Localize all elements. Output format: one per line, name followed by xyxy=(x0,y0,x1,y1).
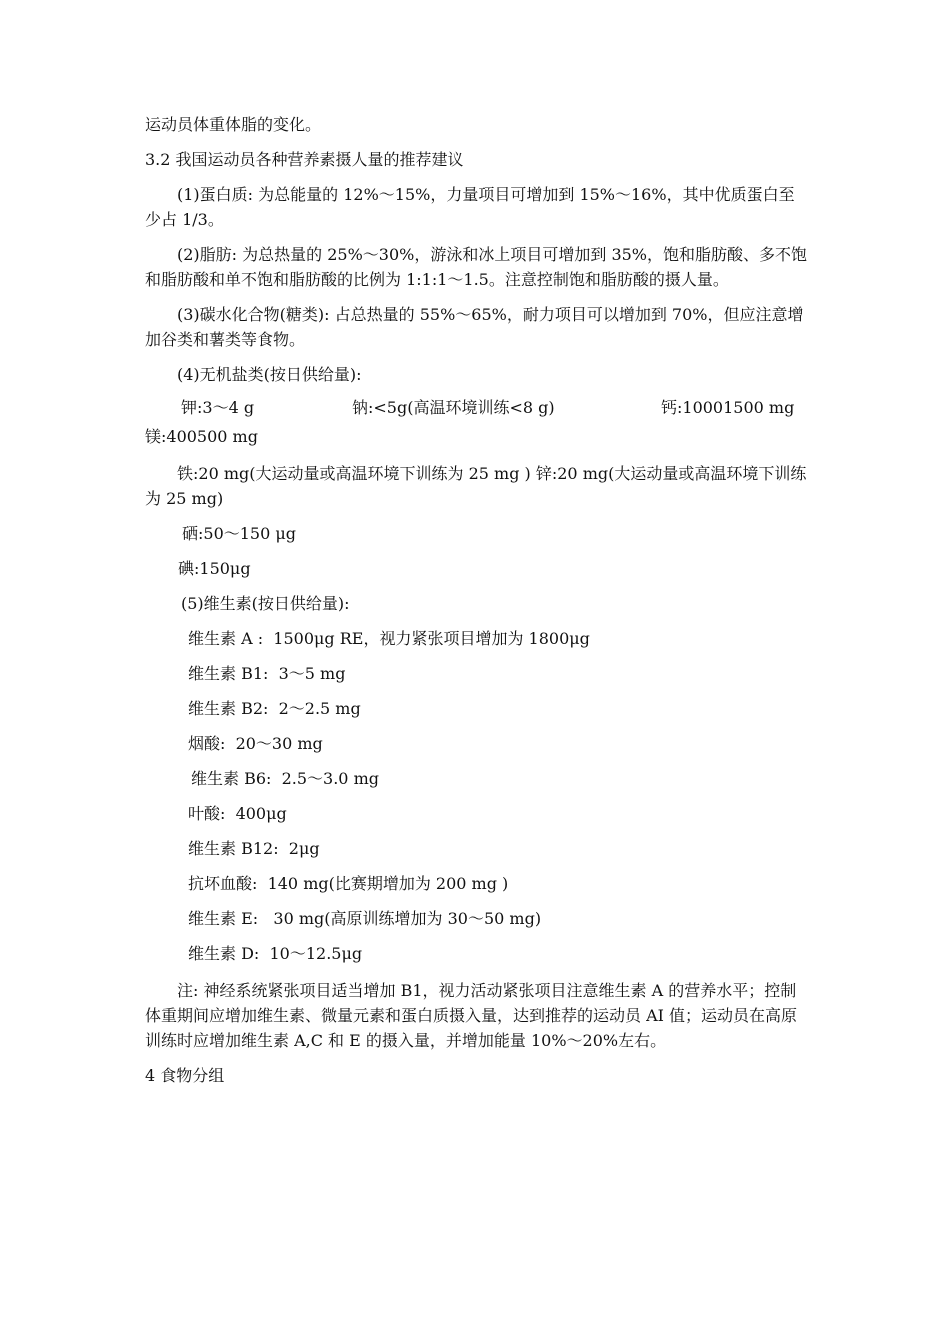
vitamins-title: (5)维生素(按日供给量): xyxy=(181,594,350,613)
niacin-item: 烟酸: 20～30 mg xyxy=(188,734,323,753)
vitamin-b6-item: 维生素 B6: 2.5～3.0 mg xyxy=(191,769,379,788)
paragraph-continuation: 运动员体重体脂的变化。 xyxy=(145,115,322,134)
selenium-item: 硒:50～150 μg xyxy=(182,524,297,543)
iodine-item: 碘:150μg xyxy=(178,559,251,578)
vitamin-a-item: 维生素 A : 1500μg RE，视力紧张项目增加为 1800μg xyxy=(188,629,590,648)
paragraph-carbohydrate: (3)碳水化合物(糖类): 占总热量的 55%～65%，耐力项目可以增加到 70%，但应注意增加谷类和薯类等食物。 xyxy=(145,305,804,349)
paragraph-note: 注: 神经系统紧张项目适当增加 B1，视力活动紧张项目注意维生素 A 的营养水平；控制体重期间应增加维生素、微量元素和蛋白质摄入量，达到推荐的运动员 AI 值；运动员在高原训练时应增加维生素 A,C 和 E 的摄入量，并增加能量 10%～20%左右。 xyxy=(145,981,798,1050)
sodium-item: 钠:<5g(高温环境训练<8 g) xyxy=(352,398,555,417)
paragraph-iron-zinc: 铁:20 mg(大运动量或高温环境下训练为 25 mg ) 锌:20 mg(大运动量或高温环境下训练为 25 mg) xyxy=(145,464,807,508)
vitamin-b2-item: 维生素 B2: 2～2.5 mg xyxy=(188,699,361,718)
vitamin-e-item: 维生素 E: 30 mg(高原训练增加为 30～50 mg) xyxy=(188,909,542,928)
section-heading-4: 4 食物分组 xyxy=(145,1066,225,1085)
magnesium-item: 镁:400500 mg xyxy=(145,427,258,446)
vitamin-b12-item: 维生素 B12: 2μg xyxy=(188,839,320,858)
section-heading-3-2: 3.2 我国运动员各种营养素摄人量的推荐建议 xyxy=(145,150,464,169)
calcium-item: 钙:10001500 mg xyxy=(661,398,795,417)
vitamin-b1-item: 维生素 B1: 3～5 mg xyxy=(188,664,346,683)
vitamin-d-item: 维生素 D: 10～12.5μg xyxy=(188,944,363,963)
vitamin-c-item: 抗坏血酸: 140 mg(比赛期增加为 200 mg ) xyxy=(188,874,509,893)
paragraph-protein: (1)蛋白质: 为总能量的 12%～15%，力量项目可增加到 15%～16%，其中优质蛋白至少占 1/3。 xyxy=(145,185,795,229)
folate-item: 叶酸: 400μg xyxy=(188,804,287,823)
paragraph-fat: (2)脂肪: 为总热量的 25%～30%，游泳和冰上项目可增加到 35%，饱和脂肪酸、多不饱和脂肪酸和单不饱和脂肪酸的比例为 1:1:1～1.5。注意控制饱和脂肪酸的摄人量。 xyxy=(145,245,808,289)
minerals-row xyxy=(145,395,807,455)
minerals-title: (4)无机盐类(按日供给量): xyxy=(177,365,362,384)
potassium-item: 钾:3～4 g xyxy=(181,398,255,417)
document-page xyxy=(145,112,807,1088)
